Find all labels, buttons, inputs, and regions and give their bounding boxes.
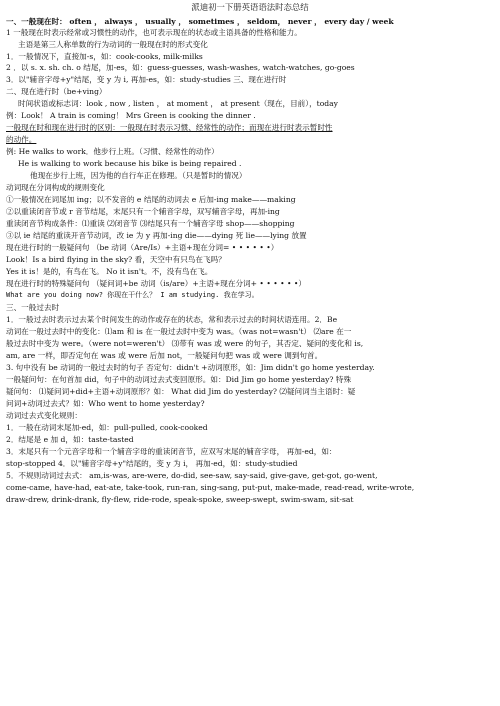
text-line: 例: He walks to work．他步行上班。（习惯、经常性的动作） <box>6 147 219 156</box>
text-line: Yes it is！是的，有鸟在飞。 No it isn't。不，没有鸟在飞。 <box>6 267 213 276</box>
text-line: draw-drew, drink-drank, fly-flew, ride-rode, speak-spoke, sweep-swept, swim-swam, sit-sat <box>6 495 354 504</box>
text-line: 1．一般在动词末尾加-ed，如：pull-pulled, cook-cooked <box>6 423 208 432</box>
text-line: ②以重读闭音节或 r 音节结尾，末尾只有一个辅音字母，双写辅音字母，再加-ing <box>6 207 280 216</box>
text-line: 动词过去式变化规则： <box>6 411 82 420</box>
text-line: 现在进行时的特殊疑问句 （疑问词+be 动词（is/are）+主语+现在分词+ • • • • • •） <box>6 279 306 288</box>
text-line: 3．以"辅音字母+y"结尾，变 y 为 i, 再加-es，如：study-studies 三、现在进行时 <box>6 75 287 84</box>
text-line: What are you doing now? 你现在干什么？ I am studying. 我在学习。 <box>6 291 259 299</box>
text-line: 2 ．以 s. x. sh. ch. o 结尾，加-es，如：guess-guesses, wash-washes, watch-watches, go-goes <box>6 63 355 72</box>
text-line: 重读闭音节构成条件：⑴重读 ⑵闭音节 ⑶结尾只有一个辅音字母 shop——shopping <box>6 219 295 228</box>
text-line: 动词现在分词构成的规则变化 <box>6 183 105 192</box>
text-line: 他现在步行上班，因为他的自行车正在修理。（只是暂时的情况） <box>30 171 247 180</box>
text-line: 2．结尾是 e 加 d，如：taste-tasted <box>6 435 134 444</box>
text-line: 3. 句中没有 be 动词的一般过去时的句子 否定句：didn't +动词原形，如：Jim didn't go home yesterday. <box>6 363 375 372</box>
text-line: stop-stopped 4．以"辅音字母+y"结尾的，变 y 为 i， 再加-ed，如：study-studied <box>6 459 298 468</box>
text-line: 动词在一般过去时中的变化：⑴am 和 is 在一般过去时中变为 was。（was not=wasn't） ⑵are 在一 <box>6 327 352 336</box>
text-line: Look！Is a bird flying in the sky? 看，天空中有只鸟在飞吗？ <box>6 255 226 264</box>
section-heading: 二、现在进行时（be+ving） <box>6 87 107 96</box>
text-line: 的动作。 <box>6 135 37 144</box>
section-heading: 三、一般过去时 <box>6 303 60 312</box>
text-line: 主语是第三人称单数的行为动词的一般现在时的形式变化 <box>18 40 208 49</box>
text-line: He is walking to work because his bike is being repaired . <box>18 159 242 168</box>
text-line: 1 一般现在时表示经常或习惯性的动作，也可表示现在的状态或主语具备的性格和能力。 <box>6 28 302 37</box>
document-title: 派迪初一下册英语语法时态总结 <box>191 3 309 12</box>
text-line: 例：Look！ A train is coming！ Mrs Green is cooking the dinner . <box>6 111 256 120</box>
text-line: 一般现在时和现在进行时的区别：一般现在时表示习惯、经常性的动作；而现在进行时表示暂时性 <box>6 123 333 132</box>
text-line: ①一般情况在词尾加 ing；以不发音的 e 结尾的动词去 e 后加-ing make——making <box>6 195 296 204</box>
text-line: 时间状语或标志词：look , now , listen ， at moment ， at present（现在，目前），today <box>18 99 338 108</box>
text-line: 1．一般过去时表示过去某个时间发生的动作或存在的状态，常和表示过去的时间状语连用。2．Be <box>6 315 338 324</box>
text-line: 1．一般情况下，直接加-s，如：cook-cooks, milk-milks <box>6 52 203 61</box>
text-line: am, are 一样，即否定句在 was 或 were 后加 not，一般疑问句把 was 或 were 调到句首。 <box>6 351 323 360</box>
text-line: 3．末尾只有一个元音字母和一个辅音字母的重读闭音节，应双写末尾的辅音字母， 再加-ed，如： <box>6 447 337 456</box>
text-line: 一、一般现在时： often ， always ， usually ， sometimes ， seldom， never ， every day / week <box>6 17 394 26</box>
text-line: 一般疑问句：在句首加 did，句子中的动词过去式变回原形。如：Did Jim go home yesterday? 特殊 <box>6 375 352 384</box>
text-line: ③以 ie 结尾的重读开音节动词，改 ie 为 y 再加-ing die——dying 死 lie——lying 放置 <box>6 231 307 240</box>
text-line: 问词+动词过去式？如：Who went to home yesterday? <box>6 399 205 408</box>
text-line: 5．不规则动词过去式： am,is-was, are-were, do-did, see-saw, say-said, give-gave, get-got, go-went, <box>6 471 378 480</box>
text-line: come-came, have-had, eat-ate, take-took, run-ran, sing-sang, put-put, make-made, read-read, write-wrote, <box>6 483 415 492</box>
text-line: 疑问句： ⑴疑问词+did+主语+动词原形？如： What did Jim do yesterday? ⑵疑问词当主语时：疑 <box>6 387 356 396</box>
text-line: 现在进行时的一般疑问句 （be 动词（Are/Is）+主语+现在分词= • • • • • •） <box>6 243 279 252</box>
text-line: 般过去时中变为 were。（were not=weren't） ⑶带有 was 或 were 的句子，其否定、疑问的变化和 is, <box>6 339 364 348</box>
